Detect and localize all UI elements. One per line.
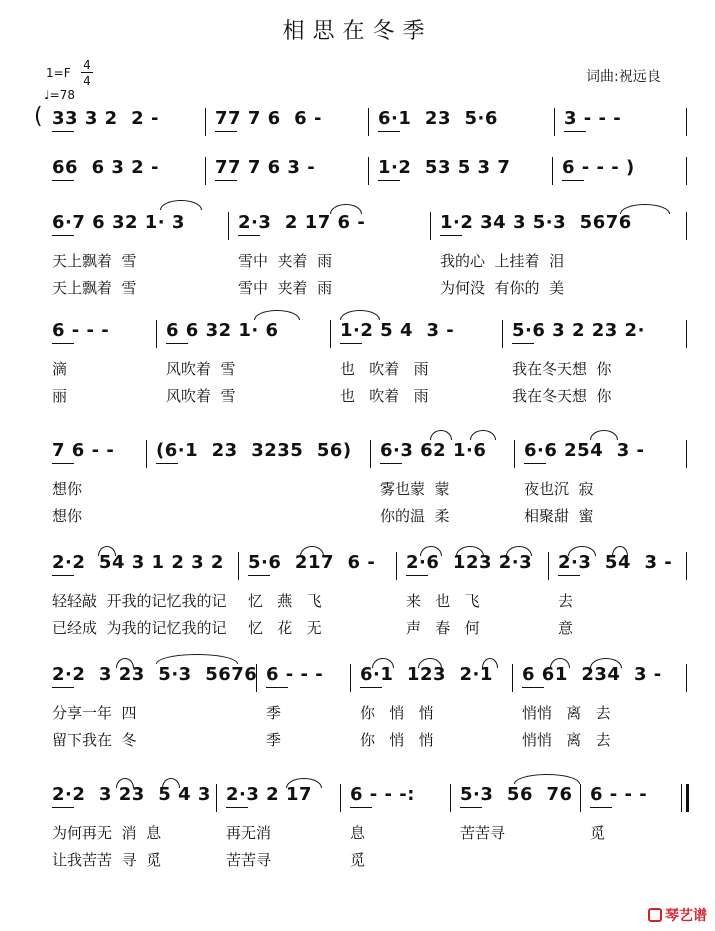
tie-slur (612, 546, 628, 556)
bar-line (156, 320, 157, 348)
beam-underline (215, 131, 237, 132)
measure-notes: 77 7 6 6 - (215, 108, 322, 129)
measure-notes: 1·2 34 3 5·3 5676 (440, 212, 632, 233)
measure-notes: 2·2 3 23 5·3 5676 (52, 664, 258, 685)
lyric-line-2: 觅 (350, 851, 366, 869)
tie-slur (116, 658, 134, 668)
measure-notes: 2·3 54 3 - (558, 552, 673, 573)
measure-notes: 6 - - -: (350, 784, 415, 805)
tie-slur (160, 200, 202, 210)
bar-line (686, 664, 687, 692)
lyric-line-2: 已经成 为我的记忆我的记 (52, 619, 227, 637)
bar-line (514, 440, 515, 468)
measure-notes: 6 61 234 3 - (522, 664, 662, 685)
lyric-line-2: 季 (266, 731, 282, 749)
measure-notes: 2·2 3 23 5 4 3 (52, 784, 211, 805)
tie-slur (116, 778, 134, 788)
logo-icon (648, 908, 662, 922)
lyric-line-1: 悄悄 离 去 (522, 704, 611, 722)
measure-notes: 33 3 2 2 - (52, 108, 159, 129)
beam-underline (238, 235, 260, 236)
measure-notes: 6 - - - (52, 320, 110, 341)
lyric-line-1: 轻轻敲 开我的记忆我的记 (52, 592, 227, 610)
tie-slur (156, 654, 238, 664)
lyric-line-1: 觅 (590, 824, 606, 842)
tie-slur (470, 430, 496, 440)
time-signature-line (81, 72, 93, 73)
beam-underline (524, 463, 546, 464)
tempo-marking (44, 88, 75, 102)
lyric-line-1: 来 也 飞 (406, 592, 480, 610)
lyric-line-2: 让我苦苦 寻 觅 (52, 851, 162, 869)
beam-underline (52, 687, 74, 688)
measure-notes: 1·2 53 5 3 7 (378, 157, 511, 178)
measure-notes: 6·3 62 1·6 (380, 440, 487, 461)
beam-underline (440, 235, 462, 236)
bar-line (368, 157, 369, 185)
bar-line (548, 552, 549, 580)
site-logo (648, 905, 707, 925)
measure-notes: 6·1 23 5·6 (378, 108, 498, 129)
bar-line (340, 784, 341, 812)
lyric-line-2: 天上飘着 雪 (52, 279, 137, 297)
measure-notes: 2·3 2 17 6 - (238, 212, 366, 233)
lyric-line-1: 去 (558, 592, 574, 610)
bar-line (396, 552, 397, 580)
tie-slur (286, 778, 322, 788)
tie-slur (340, 310, 380, 320)
tie-slur (372, 658, 394, 668)
lyric-line-1: 天上飘着 雪 (52, 252, 137, 270)
bar-line (552, 157, 553, 185)
bar-line (430, 212, 431, 240)
measure-notes: 5·3 56 76 (460, 784, 573, 805)
key-signature: 1=F (46, 66, 71, 80)
bar-line (580, 784, 581, 812)
measure-notes: 6·6 254 3 - (524, 440, 645, 461)
bar-line (681, 784, 682, 812)
lyric-line-1: 我的心 上挂着 泪 (440, 252, 565, 270)
beam-underline (460, 807, 482, 808)
bar-line (330, 320, 331, 348)
measure-notes: 1·2 5 4 3 - (340, 320, 455, 341)
beam-underline (52, 343, 74, 344)
lyric-line-1: 再无消 (226, 824, 272, 842)
tie-slur (514, 774, 580, 784)
lyric-line-2: 为何没 有你的 美 (440, 279, 565, 297)
lyric-line-1: 滴 (52, 360, 68, 378)
bar-line (205, 157, 206, 185)
beam-underline (226, 807, 248, 808)
beam-underline (522, 687, 544, 688)
lyric-line-2: 雪中 夹着 雨 (238, 279, 333, 297)
beam-underline (360, 687, 382, 688)
measure-notes: 77 7 6 3 - (215, 157, 316, 178)
beam-underline (558, 575, 580, 576)
bar-line (686, 212, 687, 240)
tie-slur (590, 430, 618, 440)
lyric-line-1: 为何再无 消 息 (52, 824, 162, 842)
beam-underline (340, 343, 362, 344)
beam-underline (52, 575, 74, 576)
lyric-line-2: 风吹着 雪 (166, 387, 236, 405)
measure-notes: 6 - - - (266, 664, 324, 685)
beam-underline (52, 180, 74, 181)
quarter-note-icon: ♩ (44, 88, 50, 102)
lyric-line-1: 苦苦寻 (460, 824, 506, 842)
bar-line (686, 784, 689, 812)
tie-slur (420, 546, 442, 556)
beam-underline (562, 180, 584, 181)
lyric-line-1: 雪中 夹着 雨 (238, 252, 333, 270)
time-signature (81, 58, 93, 88)
beam-underline (266, 687, 288, 688)
measure-notes: 2·2 54 3 1 2 3 2 (52, 552, 224, 573)
lyric-line-2: 你 悄 悄 (360, 731, 434, 749)
tie-slur (98, 546, 116, 556)
tie-slur (568, 546, 596, 556)
bar-line (686, 320, 687, 348)
bar-line (216, 784, 217, 812)
bar-line (450, 784, 451, 812)
measure-notes: 6 - - - ) (562, 157, 635, 178)
lyric-line-2: 也 吹着 雨 (340, 387, 429, 405)
beam-underline (248, 575, 270, 576)
tie-slur (620, 204, 670, 214)
measure-notes: 7 6 - - (52, 440, 115, 461)
lyric-line-1: 忆 燕 飞 (248, 592, 322, 610)
tie-slur (162, 778, 180, 788)
lyric-line-1: 我在冬天想 你 (512, 360, 612, 378)
lyric-line-1: 息 (350, 824, 366, 842)
bar-line (146, 440, 147, 468)
tie-slur (482, 658, 498, 668)
bar-line (554, 108, 555, 136)
beam-underline (52, 235, 74, 236)
bar-line (370, 440, 371, 468)
bar-line (686, 440, 687, 468)
beam-underline (590, 807, 612, 808)
tie-slur (330, 204, 362, 214)
tie-slur (418, 658, 442, 668)
tie-slur (506, 546, 532, 556)
song-title: 相思在冬季 (282, 19, 433, 44)
bar-line (502, 320, 503, 348)
lyric-line-1: 季 (266, 704, 282, 722)
beam-underline (406, 575, 428, 576)
bar-line (686, 552, 687, 580)
lyric-line-2: 苦苦寻 (226, 851, 272, 869)
lyric-line-2: 留下我在 冬 (52, 731, 137, 749)
lyric-line-2: 忆 花 无 (248, 619, 322, 637)
measure-notes: (6·1 23 3235 56) (156, 440, 352, 461)
lyric-line-2: 你的温 柔 (380, 507, 450, 525)
beam-underline (52, 131, 74, 132)
lyric-line-1: 你 悄 悄 (360, 704, 434, 722)
credits: 词曲:祝远良 (586, 69, 661, 85)
measure-notes: 6 - - - (590, 784, 648, 805)
lyric-line-1: 也 吹着 雨 (340, 360, 429, 378)
lyric-line-1: 雾也蒙 蒙 (380, 480, 450, 498)
lyric-line-2: 丽 (52, 387, 68, 405)
tie-slur (550, 658, 570, 668)
lyric-line-2: 我在冬天想 你 (512, 387, 612, 405)
lyric-line-1: 风吹着 雪 (166, 360, 236, 378)
tie-slur (430, 430, 452, 440)
tie-slur (254, 310, 300, 320)
bar-line (686, 108, 687, 136)
beam-underline (564, 131, 586, 132)
logo-text: 琴艺谱 (665, 908, 707, 924)
measure-notes: 5·6 217 6 - (248, 552, 376, 573)
repeat-paren-open: ( (34, 104, 43, 129)
tie-slur (456, 546, 484, 556)
measure-notes: 6·7 6 32 1· 3 (52, 212, 185, 233)
measure-notes: 5·6 3 2 23 2· (512, 320, 645, 341)
beam-underline (350, 807, 372, 808)
beam-underline (166, 343, 188, 344)
beam-underline (156, 463, 178, 464)
lyric-line-2: 相聚甜 蜜 (524, 507, 594, 525)
beam-underline (512, 343, 534, 344)
beam-underline (52, 807, 74, 808)
lyric-line-2: 想你 (52, 507, 83, 525)
bar-line (228, 212, 229, 240)
beam-underline (378, 180, 400, 181)
bar-line (686, 157, 687, 185)
lyric-line-1: 夜也沉 寂 (524, 480, 594, 498)
measure-notes: 6 6 32 1· 6 (166, 320, 279, 341)
bar-line (368, 108, 369, 136)
measure-notes: 3 - - - (564, 108, 622, 129)
lyric-line-2: 声 春 何 (406, 619, 480, 637)
lyric-line-2: 意 (558, 619, 574, 637)
beam-underline (380, 463, 402, 464)
tie-slur (300, 546, 324, 556)
measure-notes: 2·6 123 2·3 (406, 552, 533, 573)
bar-line (350, 664, 351, 692)
time-top: 4 (83, 58, 91, 72)
tempo-value: =78 (49, 88, 75, 102)
lyric-line-1: 想你 (52, 480, 83, 498)
beam-underline (215, 180, 237, 181)
measure-notes: 66 6 3 2 - (52, 157, 159, 178)
beam-underline (52, 463, 74, 464)
lyric-line-1: 分享一年 四 (52, 704, 137, 722)
beam-underline (378, 131, 400, 132)
measure-notes: 2·3 2 17 (226, 784, 312, 805)
time-bottom: 4 (83, 74, 91, 88)
bar-line (205, 108, 206, 136)
bar-line (512, 664, 513, 692)
tie-slur (590, 658, 622, 668)
lyric-line-2: 悄悄 离 去 (522, 731, 611, 749)
bar-line (238, 552, 239, 580)
measure-notes: 6·1 123 2·1 (360, 664, 493, 685)
